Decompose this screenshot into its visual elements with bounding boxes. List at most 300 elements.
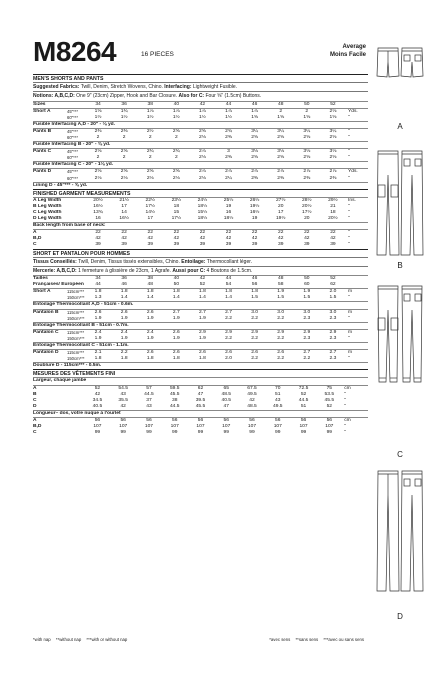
fr-yardage-row-label: Pantalon C [33, 329, 67, 336]
en-yardage-row-value: 2⅜ [277, 175, 285, 181]
en-fabrics [33, 82, 368, 91]
en-yardage-row-value: 1⅞ [215, 108, 241, 115]
en-back-length-row-value: 39 [173, 242, 180, 248]
en-yardage-row-value: 1½ [94, 114, 102, 120]
en-leg-width-row-value: 27½ [268, 197, 294, 204]
en-notions-part-3: Four ⅝" (1.5cm) Buttons. [205, 93, 262, 100]
en-interfacing-row-text: Lining D - 45"*** - ⅝ yd. [33, 182, 368, 189]
en-leg-width-row-value: 19 [251, 216, 258, 222]
fr-yardage-row-value: 2.6 [163, 350, 189, 357]
en-yardage-row-value: 2⅝ [329, 134, 337, 140]
en-leg-width-row-value: 17½ [145, 203, 155, 209]
fr-fabrics-part-3: Thermocollant léger. [206, 258, 253, 265]
footnotes-french [269, 637, 368, 642]
en-yardage-row-value: 2½ [137, 128, 163, 135]
fr-yardage-row-value: 2.0 [225, 356, 232, 362]
en-leg-width-row-value: 26½ [242, 197, 268, 204]
en-leg-width-row-unit: " [348, 210, 350, 215]
fr-yardage-row-label [33, 316, 67, 323]
fr-width-heading [33, 378, 368, 385]
fr-length-row-value: 107 [325, 424, 334, 430]
fr-yardage-row-value: 1.8 [199, 356, 206, 362]
fr-yardage-row-value: 3.0 [268, 309, 294, 316]
view-d-drawing [374, 467, 426, 621]
straight-pants-front-back-icon [374, 467, 426, 599]
en-back-length-row-value: 22 [215, 230, 241, 237]
footnote-en-1: *with nap [33, 637, 51, 642]
en-yardage-row-value: 1½ [120, 114, 128, 120]
fr-sizes-eu-row [33, 282, 368, 289]
en-leg-width-row-label: C Leg Width [33, 210, 62, 215]
fr-yardage-row-value: 3.0 [294, 309, 320, 316]
fr-interfacing-row [33, 322, 368, 329]
en-fabrics-part-0: Suggested Fabrics: [33, 84, 80, 91]
fr-length-row-value: 107 [196, 424, 205, 430]
en-yardage-row-value: 2⅛ [199, 155, 206, 161]
en-leg-width-row [33, 216, 368, 223]
en-size: 44 [215, 101, 241, 108]
fr-length-row-value: 107 [299, 424, 308, 430]
fr-yardage-row-value: 2.9 [215, 329, 241, 336]
fr-yardage-row-value: 2.9 [294, 329, 320, 336]
fr-sizes-eu-label: Françaises/ Européen [33, 282, 84, 288]
fr-fabrics-part-1: Twill, Denim, Tissus tissés extensibles, Chino. [78, 258, 180, 265]
en-yardage-row-unit: Yds. [346, 169, 368, 176]
fr-yardage-row-value: 1.4 [120, 295, 128, 301]
fr-yardage-row-unit: m [346, 329, 368, 336]
en-sizes-unit [346, 101, 368, 108]
fr-yardage-row-value: 2.4 [85, 329, 111, 336]
fr-width-row-value: 75 [316, 385, 342, 392]
fr-width-row-value: 40.5 [92, 403, 103, 409]
en-back-length-row-value: 39 [95, 242, 101, 248]
en-yardage-row-value: 2⅝ [277, 155, 285, 161]
fr-interfacing-row-text: Entoilage Thermocollant A,D - 51cm - 0.6m. [33, 302, 368, 309]
en-yardage-row [33, 176, 368, 183]
fr-width-row-value: 57 [136, 385, 162, 392]
fr-yardage-row-unit: m [346, 289, 368, 296]
en-yardage-row-value: 2⅛ [94, 175, 102, 181]
en-yardage-row-sub: 45"*** [67, 128, 85, 135]
en-interfacing-row-text: Fusible Interfacing A,D - 20" - ⅛ yd. [33, 121, 368, 128]
en-size: 34 [85, 101, 111, 108]
fr-yardage-row-value: 1.4 [225, 295, 232, 301]
fr-finished-title: MESURES DES VÊTEMENTS FINI [33, 369, 368, 377]
en-yardage-row-label: Short A [33, 108, 67, 115]
fr-length-row-label: A [33, 418, 85, 425]
fr-width-row-value: 51 [300, 403, 307, 409]
en-leg-width-row-value: 20½ [328, 216, 338, 222]
fr-size-eu: 62 [330, 282, 336, 288]
en-leg-width-row-value: 20 [277, 203, 284, 209]
fr-width-row-value: 44.5 [144, 391, 154, 397]
fr-yardage-row-value: 2.2 [251, 315, 259, 321]
view-label-a: A [397, 122, 403, 131]
fr-yardage-row-value: 1.8 [163, 289, 189, 296]
en-back-length-row-value: 22 [294, 230, 320, 237]
fr-yardage-row-value: 2.2 [251, 335, 259, 341]
en-back-length-row-value: 22 [85, 230, 111, 237]
fr-size: 50 [294, 276, 320, 283]
en-notions-part-1: One 9" (23cm) Zipper, Hook and Bar Closure. [76, 93, 178, 100]
en-leg-width-row-value: 18½ [197, 216, 208, 222]
fr-sizes-eu-unit [346, 282, 368, 289]
en-leg-width-row-label: A Leg Width [33, 197, 85, 204]
footnotes [33, 637, 368, 642]
en-notions-part-2: Also for C: [178, 93, 205, 100]
en-notions-part-0: Notions: A,B,C,D: [33, 93, 75, 100]
fr-yardage-row-value: 1.4 [172, 295, 180, 301]
fr-size-eu: 44 [95, 282, 101, 288]
fr-measure-table [33, 377, 368, 436]
en-yardage-row-value: 2⅝ [251, 134, 259, 140]
fr-yardage-row-value: 1.9 [146, 335, 154, 341]
en-fabrics-part-3: Lightweight Fusible. [192, 84, 238, 91]
fr-size: 52 [320, 276, 346, 283]
en-interfacing-row [33, 162, 368, 169]
en-leg-width-row-value: 15½ [197, 210, 208, 215]
fr-size: 34 [85, 276, 111, 283]
en-yardage-row-value: 2 [122, 134, 126, 140]
en-leg-width-row-value: 18 [330, 210, 336, 215]
en-yardage-row-value: 1⅝ [303, 114, 311, 120]
en-leg-width-row-unit: " [348, 203, 350, 209]
fr-length-heading-text: Longueur– dos, votre nuque à l'ourlet [33, 410, 368, 417]
en-yardage-table [33, 101, 368, 189]
en-leg-width-row-value: 16 [225, 210, 232, 215]
fr-width-row-unit: cm [342, 385, 368, 392]
fr-yardage-row-value: 1.9 [172, 315, 180, 321]
en-interfacing-row-text: Fusible Interfacing C - 20" - 1⅛ yd. [33, 162, 368, 169]
en-back-length-row-value: 42 [330, 236, 336, 242]
fr-width-row-value: 70 [265, 385, 291, 392]
fr-fabrics-part-0: Tissus Conseillés: [33, 258, 77, 265]
en-back-length-row-unit: " [348, 242, 350, 248]
fr-size-eu: 56 [251, 282, 258, 288]
fr-yardage-row-value: 2.4 [137, 329, 163, 336]
fr-title: SHORT ET PANTALON POUR HOMMES [33, 249, 368, 257]
en-leg-width-row-value: 20½ [302, 203, 312, 209]
fr-yardage-row-value: 2.6 [85, 309, 111, 316]
fr-yardage-row [33, 309, 368, 316]
fr-length-row-label: B,D [33, 424, 42, 430]
en-yardage-row-value: 2⅛ [199, 175, 206, 181]
en-yardage-row-value: 3⅛ [320, 149, 346, 156]
en-yardage-row-value: 2¾ [215, 128, 241, 135]
fr-width-row-value: 47 [197, 391, 204, 397]
en-leg-width-row-label: B Leg Width [33, 203, 62, 209]
fr-yardage-row-sub: 115cm*** [67, 309, 85, 315]
fr-yardage-row-value: 1.9 [172, 335, 180, 341]
fr-length-row-unit: " [344, 424, 346, 430]
en-yardage-row [33, 135, 368, 142]
fr-yardage-row-value: 1.8 [85, 289, 111, 296]
fr-yardage-row-value: 1.9 [120, 315, 128, 321]
fr-sizes-row [33, 276, 368, 283]
fr-yardage-row-value: 2.9 [242, 329, 268, 336]
fr-width-row-value: 37 [146, 397, 152, 403]
fr-width-row-value: 35.5 [118, 397, 128, 403]
fr-yardage-row-value: 2.7 [320, 350, 346, 357]
en-yardage-row-value: 3¼ [320, 128, 346, 135]
fr-yardage-row-value: 2.2 [225, 315, 232, 321]
en-leg-width-row-value: 18 [173, 203, 180, 209]
en-yardage-row-value: 2⅛ [320, 108, 346, 115]
en-yardage-row-unit: " [348, 175, 350, 181]
en-back-length-row-value: 42 [95, 236, 101, 242]
view-label-c: C [397, 450, 403, 459]
fr-length-row-label: C [33, 430, 37, 436]
en-yardage-row-value: 1½ [172, 114, 180, 120]
en-back-length-row-value: 42 [173, 236, 180, 242]
en-yardage-row-value: 2⅜ [85, 128, 111, 135]
en-yardage-row-label [33, 135, 67, 142]
fr-notions-part-2: Aussi pour C: [172, 267, 206, 274]
en-size: 38 [137, 101, 163, 108]
en-leg-width-row-unit: Ins. [346, 197, 368, 204]
en-size: 36 [111, 101, 137, 108]
fr-length-row-value: 99 [275, 430, 281, 436]
en-yardage-row-value: 2⅛ [172, 175, 180, 181]
en-yardage-row-unit: " [348, 134, 350, 140]
fr-width-row-label: C [33, 397, 37, 403]
fr-width-row-value: 54.5 [110, 385, 136, 392]
en-leg-width-row-value: 23½ [163, 197, 189, 204]
en-yardage-row-label [33, 176, 67, 183]
en-leg-width-row-value: 22½ [137, 197, 163, 204]
fr-yardage-row-value: 1.9 [268, 289, 294, 296]
fr-yardage-row [33, 295, 368, 302]
cargo-pants-front-back-icon [374, 147, 426, 259]
fr-yardage-row-value: 2.6 [242, 350, 268, 357]
en-yardage-row-value: 2⅝ [137, 169, 163, 176]
en-leg-width-row-value: 17 [277, 210, 284, 215]
fr-yardage-row [33, 336, 368, 343]
en-back-length-row-value: 39 [225, 242, 232, 248]
en-back-length-row-value: 42 [251, 236, 258, 242]
fr-width-row-value: 49.5 [273, 403, 283, 409]
en-back-length-row-value: 22 [189, 230, 215, 237]
en-sizes-row [33, 101, 368, 108]
en-yardage-row-value: 1⅞ [242, 108, 268, 115]
en-yardage-row-value: 2⅞ [189, 169, 215, 176]
french-section [33, 249, 368, 437]
fr-size: 48 [268, 276, 294, 283]
en-yardage-row-sub: 45"*** [67, 149, 85, 156]
en-yardage-row-value: 2¾ [137, 149, 163, 156]
fr-yardage-row-value: 1.9 [199, 315, 206, 321]
en-sizes-label: Sizes [33, 101, 67, 108]
en-yardage-row-sub: 60"*** [67, 134, 79, 140]
fr-size: 44 [215, 276, 241, 283]
fr-yardage-row-unit: " [348, 335, 350, 341]
en-leg-width-row-value: 14½ [145, 210, 155, 215]
fr-yardage-row-value: 2.7 [163, 309, 189, 316]
fr-yardage-row-value: 2.3 [329, 335, 337, 341]
en-leg-width-row-value: 19½ [249, 203, 260, 209]
en-yardage-row-value: 2⅝ [111, 149, 137, 156]
fr-yardage-row-value: 1.8 [146, 356, 154, 362]
fr-notions-part-1: 1 fermeture à glissière de 23cm, 1 Agrafe. [78, 267, 171, 274]
fr-length-row-value: 99 [249, 430, 255, 436]
fr-yardage-row-value: 2.3 [329, 315, 337, 321]
fr-yardage-row-value: 2.0 [320, 289, 346, 296]
fr-length-row-value: 99 [300, 430, 307, 436]
en-back-length-row-value: 42 [199, 236, 206, 242]
en-back-length-row-unit: " [346, 230, 368, 237]
fr-yardage-row-value: 2.3 [329, 356, 337, 362]
fr-fabrics [33, 257, 368, 266]
difficulty-level [330, 43, 366, 59]
en-back-length-row-value: 42 [121, 236, 127, 242]
en-size: 48 [268, 101, 294, 108]
pattern-number: M8264 [33, 36, 117, 67]
difficulty-english: Average [342, 44, 366, 50]
en-yardage-row-value: 1½ [225, 114, 232, 120]
fr-yardage-row-label: Short A [33, 289, 67, 296]
fr-yardage-row-unit: m [346, 350, 368, 357]
fr-size-eu: 46 [121, 282, 127, 288]
en-leg-width-row-value: 17½ [171, 216, 182, 222]
en-yardage-row [33, 155, 368, 162]
en-yardage-row-sub: 45"*** [67, 108, 85, 115]
view-label-b: B [397, 261, 403, 270]
fr-yardage-row-value: 2.1 [85, 350, 111, 357]
en-yardage-row-value: 2⅝ [303, 155, 311, 161]
en-yardage-row-unit: " [346, 128, 368, 135]
en-back-length-row-value: 42 [304, 236, 310, 242]
fr-width-row-value: 39.5 [195, 397, 206, 403]
en-leg-width-row-value: 18½ [223, 216, 234, 222]
fr-length-row-value: 56 [188, 418, 214, 425]
en-yardage-row-value: 1½ [199, 114, 206, 120]
fr-size: 46 [242, 276, 268, 283]
fr-yardage-row-value: 1.4 [199, 295, 206, 301]
footnote-fr-3: ***avec ou sans sens [323, 637, 364, 642]
fr-width-row-label: A [33, 385, 85, 392]
fr-width-row-value: 52 [300, 391, 307, 397]
fr-length-row-value: 56 [291, 418, 317, 425]
fr-yardage-row-value: 1.5 [329, 295, 337, 301]
fr-length-row-value: 107 [170, 424, 179, 430]
en-back-length-row-value: 42 [147, 236, 153, 242]
fr-length-row-value: 56 [213, 418, 239, 425]
fr-yardage-row-value: 2.6 [111, 309, 137, 316]
fr-width-row-value: 49.5 [247, 391, 257, 397]
fr-yardage-row-value: 1.8 [94, 356, 102, 362]
fr-yardage-row-value: 2.6 [163, 329, 189, 336]
en-yardage-row [33, 108, 368, 115]
en-yardage-row [33, 128, 368, 135]
fr-width-row-value: 53.5 [324, 391, 335, 397]
en-yardage-row-value: 2⅝ [111, 169, 137, 176]
fr-size: 42 [189, 276, 215, 283]
footnote-fr-2: **sans sens [295, 637, 319, 642]
fr-fabrics-part-2: Entoilage: [181, 258, 206, 265]
en-yardage-row-value: 2⅛ [199, 134, 206, 140]
en-title: MEN'S SHORTS AND PANTS [33, 74, 368, 82]
fr-width-row-value: 38 [171, 397, 178, 403]
en-leg-width-row-value: 29½ [320, 197, 346, 204]
fr-yardage-row-sub: 115cm*** [67, 329, 85, 335]
fr-yardage-row-sub: 150cm*** [67, 315, 85, 321]
en-back-length-row-value: 22 [163, 230, 189, 237]
en-yardage-row-value: 2⅜ [329, 175, 337, 181]
fr-length-row [33, 430, 368, 436]
en-back-length-row-label: B,D [33, 236, 42, 242]
en-yardage-row-label: Pants B [33, 128, 67, 135]
en-yardage-row-value: 2⅞ [294, 169, 320, 176]
en-yardage-row-label: Pants D [33, 169, 67, 176]
fr-yardage-row-value: 1.8 [172, 356, 180, 362]
en-yardage-row [33, 115, 368, 122]
footnote-en-2: **without nap [55, 637, 82, 642]
en-leg-width-row-value: 16½ [249, 210, 260, 215]
fr-width-row-value: 42 [120, 403, 126, 409]
en-fabrics-part-2: Interfacing: [164, 84, 192, 91]
fr-yardage-row-label [33, 295, 67, 302]
fr-width-row-unit: " [344, 397, 346, 403]
fr-interfacing-row [33, 343, 368, 350]
en-yardage-row-value: 1⅞ [189, 108, 215, 115]
en-back-length-row-value: 22 [268, 230, 294, 237]
en-yardage-row-value: 2⅝ [163, 169, 189, 176]
en-back-length-row-value: 39 [277, 242, 284, 248]
fr-interfacing-row [33, 363, 368, 370]
en-yardage-row-value: 2⅜ [251, 175, 259, 181]
fr-length-row-value: 99 [171, 430, 178, 436]
en-yardage-row-value: 2⅝ [85, 169, 111, 176]
footnote-fr-1: *avec sens [269, 637, 291, 642]
fr-length-row-value: 99 [94, 430, 101, 436]
fr-yardage-table [33, 275, 368, 369]
fr-interfacing-row [33, 302, 368, 309]
en-leg-width-row-value: 21 [330, 203, 336, 209]
fr-sizes-label: Tailles [33, 276, 67, 283]
en-yardage-row-value: 3⅛ [242, 149, 268, 156]
fr-yardage-row-value: 2.6 [137, 309, 163, 316]
fr-length-row-value: 107 [119, 424, 128, 430]
fr-length-row-value: 99 [223, 430, 229, 436]
en-back-length-row-value: 39 [251, 242, 258, 248]
en-size: 52 [320, 101, 346, 108]
fr-yardage-row [33, 316, 368, 323]
fr-width-row-value: 45.5 [169, 391, 180, 397]
en-yardage-row-value: 2⅜ [303, 175, 311, 181]
fr-length-row-value: 56 [265, 418, 291, 425]
en-back-length-row [33, 230, 368, 237]
en-yardage-row [33, 149, 368, 156]
fr-length-row-unit: cm [342, 418, 368, 425]
fr-yardage-row-sub: 115cm*** [67, 350, 85, 356]
fr-yardage-row-value: 2.4 [111, 329, 137, 336]
fr-yardage-row-value: 2.7 [215, 309, 241, 316]
fr-width-row-value: 44.5 [298, 397, 309, 403]
en-leg-width-row-value: 28½ [294, 197, 320, 204]
fr-yardage-row-value: 2.2 [303, 356, 311, 362]
en-interfacing-row [33, 121, 368, 128]
fr-width-row-label: D [33, 403, 37, 409]
en-back-length-row-value: 39 [304, 242, 310, 248]
fr-yardage-row-value: 2.6 [137, 350, 163, 357]
fr-yardage-row-value: 1.9 [199, 335, 206, 341]
en-yardage-row-value: 1⅝ [251, 114, 259, 120]
fr-width-row-value: 43 [275, 397, 281, 403]
fr-width-row-value: 48.5 [247, 403, 257, 409]
en-yardage-row-label [33, 115, 67, 122]
fr-width-row [33, 385, 368, 392]
fr-width-row-unit: " [344, 403, 346, 409]
